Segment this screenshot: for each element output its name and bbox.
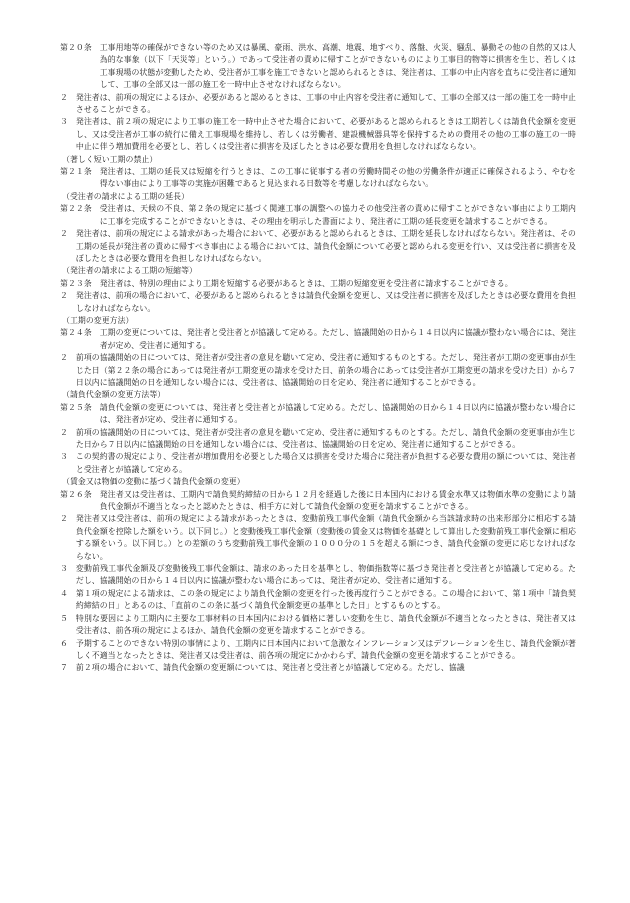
section-heading: （工期の変更方法） (62, 315, 134, 325)
article-clause (60, 166, 576, 191)
article-clause (60, 402, 576, 427)
paragraph-number: ３ (60, 452, 76, 462)
clause-text: 第１項の規定による請求は、この条の規定により請負代金額の変更を行った後再度行うことができる。この場合において、第１項中「請負契約締結の日」とあるのは、「直前のこの条に基づく請負代金額変更の基準とした日」とするものとする。 (75, 588, 576, 611)
paragraph-clause (60, 563, 576, 588)
paragraph-clause (60, 513, 576, 563)
paragraph-clause (60, 427, 576, 452)
paragraph-clause (60, 228, 576, 265)
article-number: 第２４条 (60, 328, 100, 338)
clause-text: 工期の変更については、発注者と受注者とが協議して定める。ただし、協議開始の日から１４日以内に協議が整わない場合には、発注者が定め、受注者に通知する。 (99, 328, 577, 350)
paragraph-clause (60, 352, 576, 389)
clause-text: 発注者は、前項の場合において、必要があると認められるときは請負代金額を変更し、又は受注者に損害を及ぼしたときは必要な費用を負担しなければならない。 (75, 291, 576, 313)
paragraph-clause (60, 613, 576, 638)
clause-text: 請負代金額の変更については、発注者と受注者とが協議して定める。ただし、協議開始の日から１４日以内に協議が整わない場合には、発注者が定め、受注者に通知する。 (99, 402, 576, 425)
section-heading: （請負代金額の変更方法等） (62, 390, 166, 400)
article-clause (60, 42, 576, 92)
paragraph-number: ２ (60, 514, 76, 524)
article-clause (60, 203, 576, 228)
paragraph-number: ４ (60, 588, 76, 598)
paragraph-number: ２ (60, 229, 76, 239)
paragraph-clause (60, 92, 576, 117)
paragraph-number: ６ (60, 638, 76, 648)
clause-text: 前項の協議開始の日については、発注者が受注者の意見を聴いて定め、受注者に通知するものとする。ただし、請負代金額の変更事由が生じた日から７日以内に協議開始の日を通知しない場合には、受注者は、協議開始の日を定め、発注者に通知することができる。 (75, 427, 576, 449)
article-clause (60, 489, 576, 514)
article-number: 第２６条 (60, 489, 100, 499)
paragraph-number: ５ (60, 613, 76, 623)
article-number: 第２５条 (60, 402, 100, 412)
clause-text: 発注者は、前項の規定による請求があった場合において、必要があると認められるときは、工期を延長しなければならない。発注者は、その工期の延長が発注者の責めに帰すべき事由による場合においては、請負代金額について必要と認められる変更を行い、又は受注者に損害を及ぼしたときは必要な費用を負担しなければならない。 (75, 229, 576, 263)
paragraph-number: ２ (60, 92, 76, 102)
article-number: 第２１条 (60, 167, 100, 177)
clause-text: 予期することのできない特別の事情により、工期内に日本国内において急激なインフレーション又はデフレーションを生じ、請負代金額が著しく不適当となったときは、発注者又は受注者は、前各項の規定にかかわらず、請負代金額の変更を請求することができる。 (75, 638, 576, 660)
article-number: 第２３条 (60, 278, 100, 288)
paragraph-number: ２ (60, 427, 76, 437)
clause-text: 発注者又は受注者は、前項の規定による請求があったときは、変動前残工事代金額（請負代金額から当該請求時の出来形部分に相応する請負代金額を控除した額をいう。以下同じ。）と変動後残工事代金額（変動後の賃金又は物価を基礎として算出した変動前残工事代金額に相応する額をいう。以下同じ。）との差額のうち変動前残工事代金額の１０００分の１５を超える額につき、請負代金額の変更に応じなければならない。 (75, 514, 576, 561)
clause-text: この契約書の規定により、受注者が増加費用を必要とした場合又は損害を受けた場合に発注者が負担する必要な費用の額については、発注者と受注者とが協議して定める。 (75, 452, 576, 474)
section-heading: （賃金又は物価の変動に基づく請負代金額の変更） (62, 477, 245, 487)
clause-text: 前２項の場合において、請負代金額の変更額については、発注者と受注者とが協議して定める。ただし、協議 (75, 663, 465, 673)
document-body (60, 42, 576, 675)
paragraph-number: ３ (60, 117, 76, 127)
article-clause (60, 327, 576, 352)
clause-text: 前項の協議開始の日については、発注者が受注者の意見を聴いて定め、受注者に通知するものとする。ただし、発注者が工期の変更事由が生じた日（第２２条の場合にあっては発注者が工期変更の請求を受けた日、前条の場合にあっては受注者が工期変更の請求を受けた日）から７日以内に協議開始の日を通知しない場合には、受注者は、協議開始の日を定め、発注者に通知することができる。 (75, 353, 576, 387)
clause-text: 発注者は、前項の規定によるほか、必要があると認めるときは、工事の中止内容を受注者に通知して、工事の全部又は一部の施工を一時中止させることができる。 (75, 92, 576, 115)
clause-text: 特別な要因により工期内に主要な工事材料の日本国内における価格に著しい変動を生じ、請負代金額が不適当となったときは、発注者又は受注者は、前各項の規定によるほか、請負代金額の変更を請求することができる。 (75, 613, 576, 636)
clause-text: 工事用地等の確保ができない等のため又は暴風、豪雨、洪水、高潮、地震、地すべり、落盤、火災、騒乱、暴動その他の自然的又は人為的な事象（以下「天災等」という。）であって受注者の責めに帰すことができないものにより工事目的物等に損害を生じ、若しくは工事現場の状態が変動したため、受注者が工事を施工できないと認められるときは、発注者は、工事の中止内容を直ちに受注者に通知して、工事の全部又は一部の施工を一時中止させなければならない。 (99, 43, 577, 90)
paragraph-clause (60, 451, 576, 476)
article-number: 第２０条 (60, 43, 100, 52)
section-heading: （受注者の請求による工期の延長） (62, 191, 190, 201)
clause-text: 発注者は、工期の延長又は短縮を行うときは、この工事に従事する者の労働時間その他の労働条件が適正に確保されるよう、やむを得ない事由により工事等の実施が困難であると見込まれる日数等を考慮しなければならない。 (99, 167, 576, 189)
paragraph-number: ２ (60, 353, 76, 363)
clause-text: 受注者は、天候の不良、第２条の規定に基づく関連工事の調整への協力その他受注者の責めに帰すことができない事由により工期内に工事を完成することができないときは、その理由を明示した書面により、発注者に工期の延長変更を請求することができる。 (99, 204, 576, 226)
paragraph-clause (60, 638, 576, 663)
paragraph-number: ７ (60, 663, 76, 673)
paragraph-clause (60, 588, 576, 613)
article-clause (60, 278, 576, 290)
clause-text: 発注者は、特別の理由により工期を短縮する必要があるときは、工期の短縮変更を受注者に請求することができる。 (99, 278, 513, 288)
section-heading: （著しく短い工期の禁止） (62, 154, 158, 164)
paragraph-clause (60, 662, 576, 674)
clause-text: 発注者は、前２項の規定により工事の施工を一時中止させた場合において、必要があると認められるときは工期若しくは請負代金額を変更し、又は受注者が工事の続行に備え工事現場を維持し、若しくは労働者、建設機械器具等を保持するための費用その他の工事の施工の一時中止に伴う増加費用を必要とし、若しくは受注者に損害を及ぼしたときは必要な費用を負担しなければならない。 (75, 117, 576, 152)
section-heading: （発注者の請求による工期の短縮等） (62, 266, 197, 276)
clause-text: 変動前残工事代金額及び変動後残工事代金額は、請求のあった日を基準とし、物価指数等に基づき発注者と受注者とが協議して定める。ただし、協議開始の日から１４日以内に協議が整わない場合にあっては、発注者が定め、受注者に通知する。 (75, 564, 576, 586)
paragraph-number: ２ (60, 291, 76, 301)
paragraph-clause (60, 290, 576, 315)
paragraph-number: ３ (60, 564, 76, 574)
paragraph-clause (60, 116, 576, 153)
article-number: 第２２条 (60, 204, 100, 214)
clause-text: 発注者又は受注者は、工期内で請負契約締結の日から１２月を経過した後に日本国内における賃金水準又は物価水準の変動により請負代金額が不適当となったと認めたときは、相手方に対して請負代金額の変更を請求することができる。 (99, 489, 576, 512)
